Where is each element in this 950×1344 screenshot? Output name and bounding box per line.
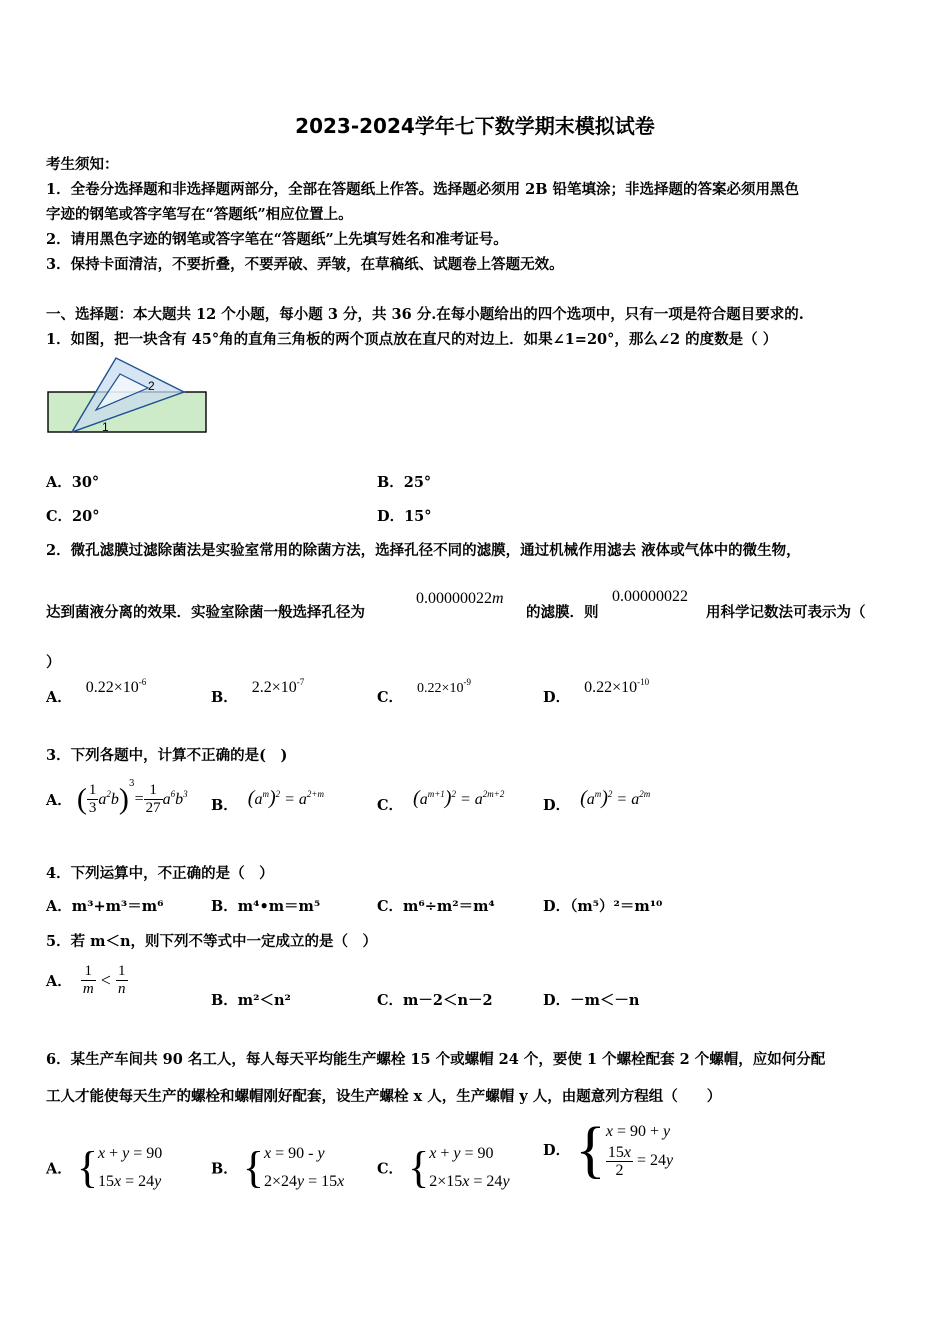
notice-line-3: 3．保持卡面清洁，不要折叠，不要弄破、弄皱，在草稿纸、试题卷上答题无效。 [46, 256, 564, 273]
q5-option-a[interactable]: A． $\frac{1}{m}$ < $\frac{1}{n}$ [46, 963, 126, 997]
q6-option-a[interactable]: A． {x + y = 90 15x = 24y [46, 1143, 163, 1192]
q1-option-d[interactable]: D．15° [377, 508, 432, 525]
q2-value-2: 0.00000022 [612, 588, 688, 605]
notice-line-2: 2．请用黑色字迹的钢笔或答字笔在“答题纸”上先填写姓名和准考证号。 [46, 231, 508, 248]
q2-option-c[interactable]: C．$0.22\times 10^{-9}$ [377, 677, 471, 706]
q2-option-b[interactable]: B．$2.2\times 10^{-7}$ [211, 677, 305, 706]
q3-option-a[interactable]: A． ( $\frac{1}{3}$ $a^2b)^3=$ $\frac{1}{27}$ $a^6b^3$ [46, 779, 188, 816]
q3-option-b[interactable]: B． $(a^m)^2 = a^{2+m}$ [211, 787, 324, 814]
q1-figure [44, 354, 214, 436]
q2-option-d[interactable]: D．$0.22\times 10^{-10}$ [543, 677, 650, 706]
q6-line-2: 工人才能使每天生产的螺栓和螺帽刚好配套，设生产螺栓 x 人，生产螺帽 y 人，由题意列方程组（ ） [46, 1088, 722, 1105]
q5-option-b[interactable]: B．m²＜n² [211, 992, 291, 1009]
q2-option-a[interactable]: A．$0.22\times 10^{-6}$ [46, 677, 147, 706]
q2-line-2c: 用科学记数法可表示为（ [706, 604, 866, 621]
notice-line-1a: 1．全卷分选择题和非选择题两部分，全部在答题纸上作答。选择题必须用 2B 铅笔填涂；非选择题的答案必须用黑色 [46, 181, 800, 198]
q4-option-b[interactable]: B．m⁴•m＝m⁵ [211, 898, 321, 915]
q4-option-c[interactable]: C．m⁶÷m²＝m⁴ [377, 898, 495, 915]
q3-stem: 3．下列各题中，计算不正确的是( ) [46, 747, 288, 764]
q4-option-d[interactable]: D．（m⁵）²＝m¹⁰ [543, 898, 663, 915]
notice-heading: 考生须知： [46, 156, 119, 173]
q3-option-d[interactable]: D． $(a^m)^2 = a^{2m}$ [543, 787, 651, 814]
section-heading: 一、选择题：本大题共 12 个小题，每小题 3 分，共 36 分.在每小题给出的四个选项中，只有一项是符合题目要求的. [46, 306, 804, 323]
q3-option-c[interactable]: C． $(a^{m+1})^2 = a^{2m+2}$ [377, 787, 505, 814]
q5-option-c[interactable]: C．m－2＜n－2 [377, 992, 493, 1009]
page-title: 2023-2024学年七下数学期末模拟试卷 [295, 114, 655, 138]
q4-stem: 4．下列运算中，不正确的是（ ） [46, 865, 274, 882]
q2-line-2b: 的滤膜．则 [526, 604, 599, 621]
q2-line-1: 2．微孔滤膜过滤除菌法是实验室常用的除菌方法，选择孔径不同的滤膜，通过机械作用滤去 液体或气体中的微生物， [46, 542, 801, 559]
notice-line-1b: 字迹的钢笔或答字笔写在“答题纸”相应位置上。 [46, 206, 353, 223]
q6-line-1: 6．某生产车间共 90 名工人，每人每天平均能生产螺栓 15 个或螺帽 24 个，要使 1 个螺栓配套 2 个螺帽，应如何分配 [46, 1051, 826, 1068]
q1-option-b[interactable]: B．25° [377, 474, 432, 491]
q2-line-3: ） [46, 654, 61, 671]
q6-option-c[interactable]: C． {x + y = 90 2×15x = 24y [377, 1143, 510, 1192]
q2-value-1: 0.00000022m [416, 590, 504, 607]
q5-stem: 5．若 m＜n，则下列不等式中一定成立的是（ ） [46, 933, 378, 950]
angle-label-2: 2 [148, 379, 155, 393]
angle-label-1: 1 [102, 420, 109, 434]
q1-option-c[interactable]: C．20° [46, 508, 100, 525]
q1-stem: 1．如图，把一块含有 45°角的直角三角板的两个顶点放在直尺的对边上．如果∠1=20°，那么∠2 的度数是（ ） [46, 331, 778, 348]
q4-option-a[interactable]: A．m³+m³＝m⁶ [46, 898, 164, 915]
q1-option-a[interactable]: A．30° [46, 474, 100, 491]
q6-option-b[interactable]: B． {x = 90 - y 2×24y = 15x [211, 1143, 345, 1192]
q6-option-d[interactable]: D． {x = 90 + y $\frac{15x}{2}$ = 24y [543, 1113, 674, 1185]
q5-option-d[interactable]: D．－m＜－n [543, 992, 640, 1009]
q2-line-2a: 达到菌液分离的效果．实验室除菌一般选择孔径为 [46, 604, 365, 621]
